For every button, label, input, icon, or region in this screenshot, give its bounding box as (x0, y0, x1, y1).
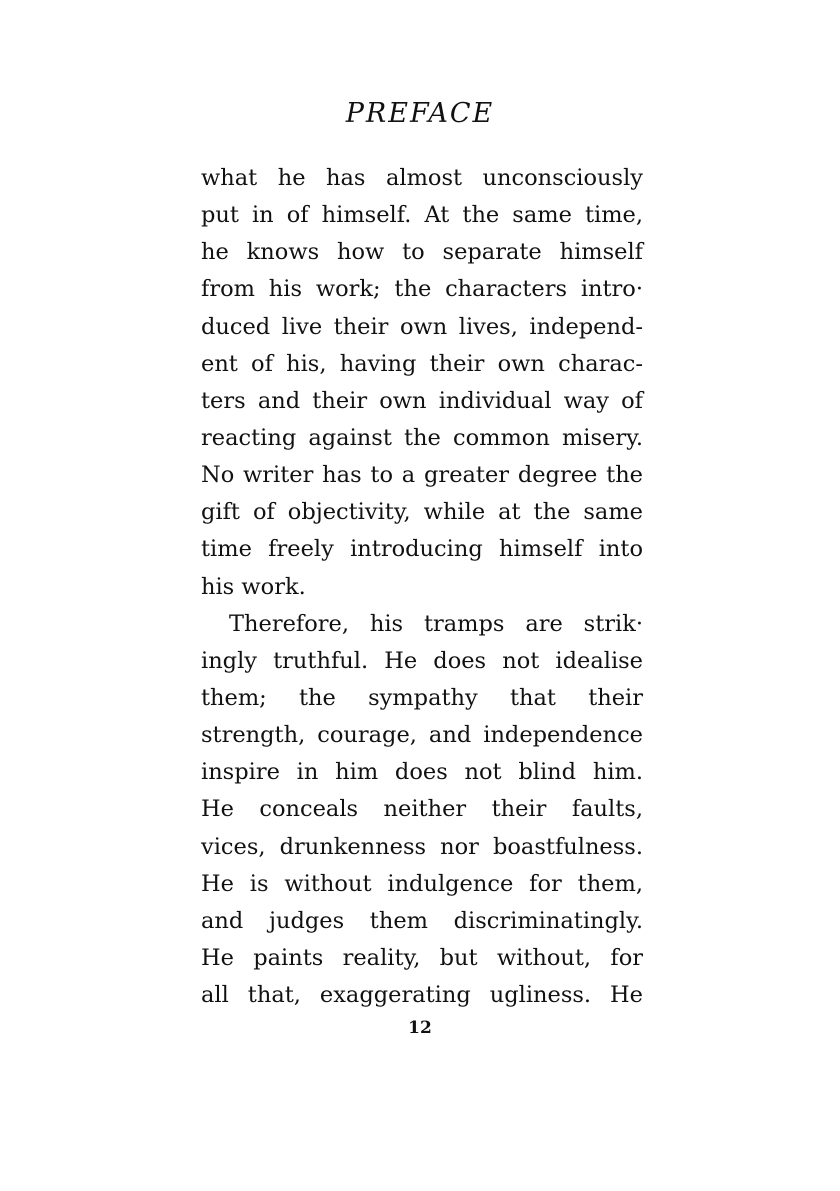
text-line: strength, courage, and independence (201, 722, 643, 749)
text-line: ingly truthful. He does not idealise (201, 647, 643, 674)
text-line: gift of objectivity, while at the same (201, 499, 643, 526)
text-line: No writer has to a greater degree the (201, 462, 643, 489)
text-line: duced live their own lives, independ- (201, 313, 643, 340)
text-line: his work. (201, 573, 306, 600)
text-line: all that, exaggerating ugliness. He (201, 982, 643, 1009)
text-line: He conceals neither their faults, (201, 796, 643, 823)
text-line: and judges them discriminatingly. (201, 907, 643, 934)
body-text (201, 160, 643, 1014)
text-line: He is without indulgence for them, (201, 870, 643, 897)
text-line: He paints reality, but without, for (201, 944, 643, 971)
text-line: ters and their own individual way of (201, 387, 643, 414)
text-line: from his work; the characters intro· (201, 276, 643, 303)
text-line: time freely introducing himself into (201, 536, 643, 563)
text-line: what he has almost unconsciously (201, 165, 643, 191)
page-number: 12 (408, 1018, 432, 1038)
text-line: vices, drunkenness nor boastfulness. (201, 833, 643, 860)
text-line: them; the sympathy that their (201, 684, 643, 711)
text-line: ent of his, having their own charac- (201, 350, 643, 377)
paragraph-2 (201, 606, 643, 1015)
text-line: he knows how to separate himself (201, 239, 643, 266)
paragraph-1 (201, 160, 643, 606)
text-line: reacting against the common misery. (201, 424, 643, 451)
text-line: inspire in him does not blind him. (201, 759, 643, 786)
text-line: put in of himself. At the same time, (201, 202, 643, 229)
text-line: Therefore, his tramps are strik· (229, 610, 643, 637)
running-head: PREFACE (345, 98, 495, 129)
